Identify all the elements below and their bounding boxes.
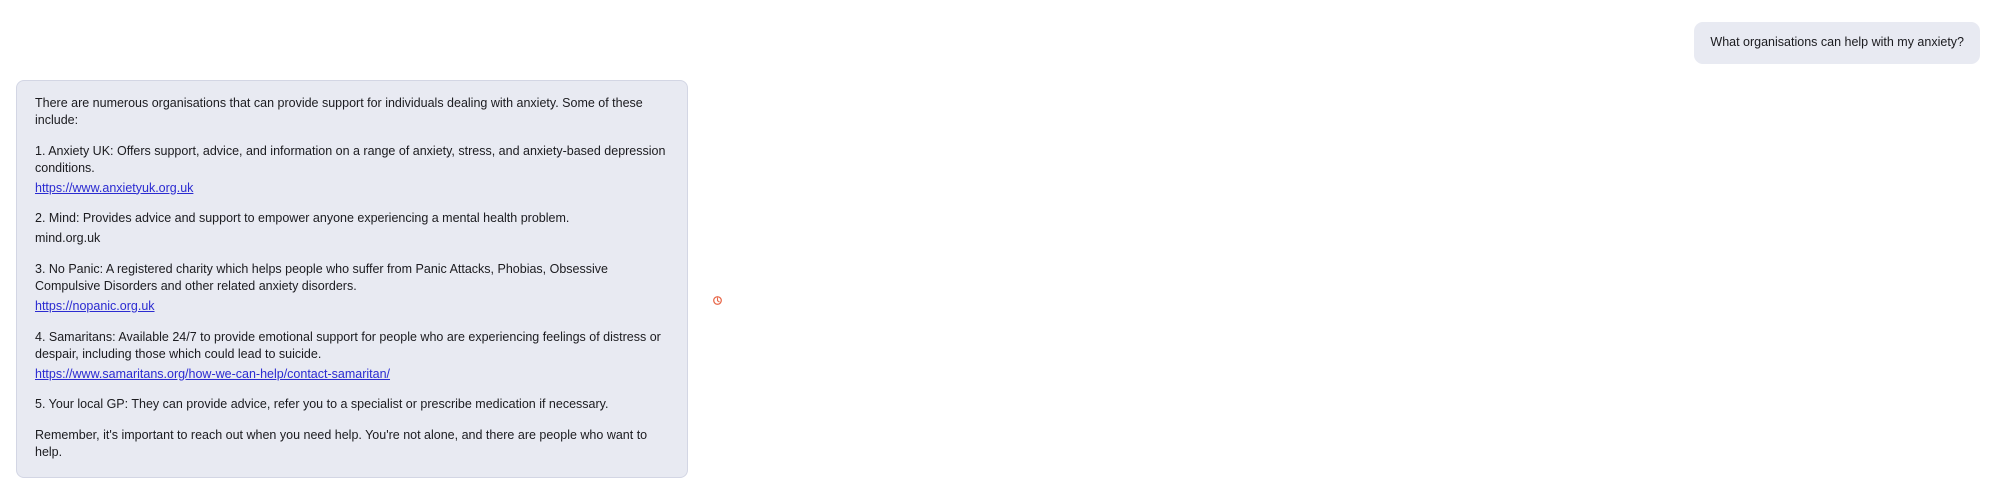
user-message-bubble: What organisations can help with my anxiety? [1694, 22, 1980, 64]
marker-icon [713, 296, 722, 305]
organisation-link[interactable]: https://nopanic.org.uk [35, 298, 155, 313]
assistant-message-row [16, 80, 688, 478]
organisation-item: 5. Your local GP: They can provide advice, refer you to a specialist or prescribe medication if necessary. [35, 397, 609, 412]
organisation-item: 1. Anxiety UK: Offers support, advice, and information on a range of anxiety, stress, and anxiety-based depression conditions. https://www.anxietyuk.org.uk [35, 143, 666, 195]
organisation-item: 4. Samaritans: Available 24/7 to provide emotional support for people who are experiencing feelings of distress or despair, including those which could lead to suicide. https://www.samaritans.org/how-we-can-help/contact-samaritan/ [35, 329, 661, 381]
user-message-row [1694, 22, 1980, 64]
organisation-link[interactable]: mind.org.uk [35, 231, 101, 246]
organisation-link[interactable]: https://www.samaritans.org/how-we-can-help/contact-samaritan/ [35, 366, 391, 381]
assistant-intro-paragraph: There are numerous organisations that can provide support for individuals dealing with anxiety. Some of these include: [35, 96, 643, 127]
assistant-message-bubble [16, 80, 688, 478]
assistant-closing-paragraph: Remember, it's important to reach out when you need help. You're not alone, and there are people who want to help. [35, 428, 648, 460]
organisation-item: 3. No Panic: A registered charity which helps people who suffer from Panic Attacks, Phobias, Obsessive Compulsive Disorders and other related anxiety disorders. https://nopanic.org.uk [35, 262, 608, 313]
organisation-link[interactable]: https://www.anxietyuk.org.uk [35, 180, 194, 195]
organisation-item: 2. Mind: Provides advice and support to empower anyone experiencing a mental health problem. mind.org.uk [35, 210, 669, 247]
